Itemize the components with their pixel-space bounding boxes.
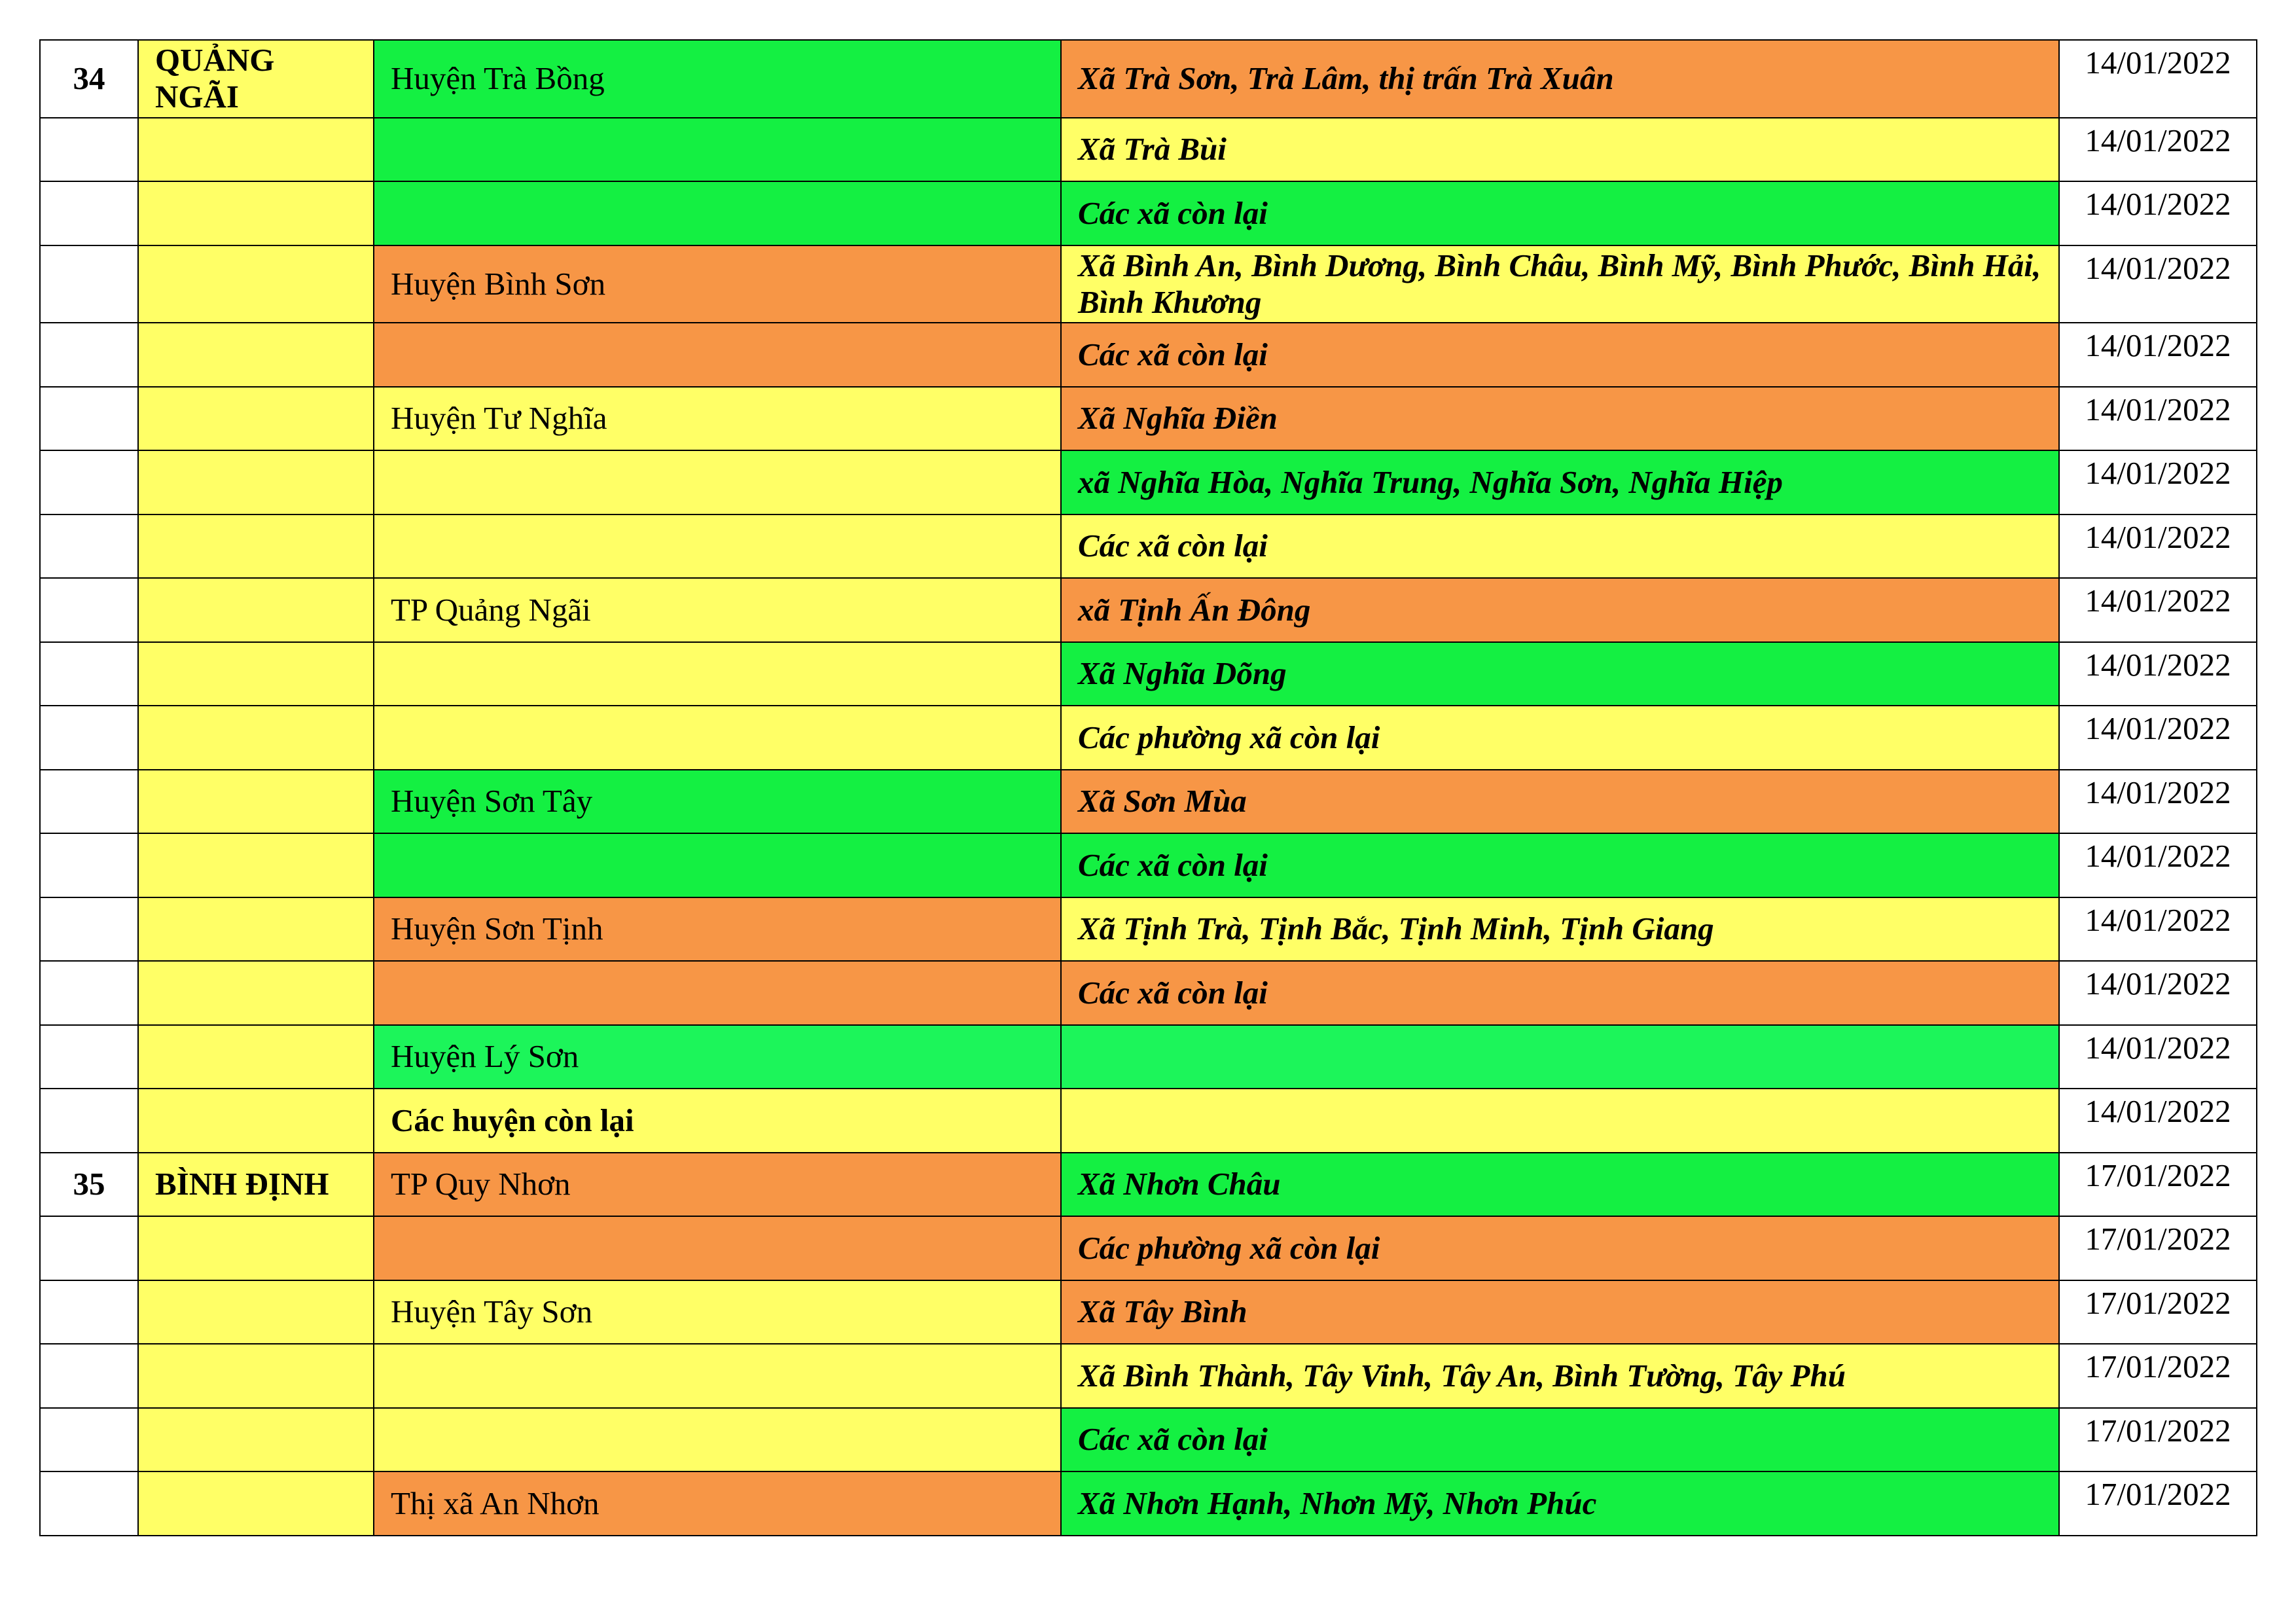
province-cell [138, 1280, 374, 1344]
district-cell [374, 323, 1061, 387]
row-number-cell [40, 514, 138, 579]
table-row [40, 1280, 2257, 1344]
province-cell [138, 1089, 374, 1153]
table-row [40, 897, 2257, 962]
commune-cell: Xã Nhơn Hạnh, Nhơn Mỹ, Nhơn Phúc [1061, 1471, 2059, 1536]
commune-cell: Các xã còn lại [1061, 181, 2059, 245]
district-cell: Huyện Tư Nghĩa [374, 387, 1061, 451]
province-cell: QUẢNG NGÃI [138, 40, 374, 118]
district-cell: Thị xã An Nhơn [374, 1471, 1061, 1536]
province-cell [138, 961, 374, 1025]
row-number-cell [40, 245, 138, 323]
date-cell: 17/01/2022 [2059, 1408, 2257, 1472]
province-cell [138, 1344, 374, 1408]
date-cell: 14/01/2022 [2059, 245, 2257, 323]
province-cell [138, 514, 374, 579]
district-cell [374, 642, 1061, 706]
district-cell [374, 961, 1061, 1025]
date-cell: 14/01/2022 [2059, 514, 2257, 579]
table-body [40, 40, 2257, 1536]
commune-cell: Các xã còn lại [1061, 961, 2059, 1025]
date-cell: 14/01/2022 [2059, 833, 2257, 897]
table-row [40, 1025, 2257, 1089]
commune-cell: Các xã còn lại [1061, 323, 2059, 387]
date-cell: 14/01/2022 [2059, 450, 2257, 514]
table-row [40, 1089, 2257, 1153]
table-row [40, 387, 2257, 451]
table-row [40, 118, 2257, 182]
province-cell [138, 1408, 374, 1472]
district-cell [374, 181, 1061, 245]
commune-cell: Xã Trà Bùi [1061, 118, 2059, 182]
date-cell: 17/01/2022 [2059, 1471, 2257, 1536]
commune-cell: xã Nghĩa Hòa, Nghĩa Trung, Nghĩa Sơn, Nghĩa Hiệp [1061, 450, 2059, 514]
table-row [40, 642, 2257, 706]
district-cell: Huyện Bình Sơn [374, 245, 1061, 323]
province-cell [138, 578, 374, 642]
table-row [40, 40, 2257, 118]
table-row [40, 1408, 2257, 1472]
date-cell: 14/01/2022 [2059, 323, 2257, 387]
commune-cell: Xã Tây Bình [1061, 1280, 2059, 1344]
date-cell: 14/01/2022 [2059, 40, 2257, 118]
table-row [40, 1344, 2257, 1408]
province-cell [138, 245, 374, 323]
table-row [40, 578, 2257, 642]
date-cell: 14/01/2022 [2059, 578, 2257, 642]
province-cell [138, 1025, 374, 1089]
date-cell: 17/01/2022 [2059, 1216, 2257, 1280]
table-row [40, 1471, 2257, 1536]
district-cell [374, 1216, 1061, 1280]
commune-cell: Các xã còn lại [1061, 833, 2059, 897]
commune-cell: Xã Bình An, Bình Dương, Bình Châu, Bình Mỹ, Bình Phước, Bình Hải, Bình Khương [1061, 245, 2059, 323]
province-cell [138, 181, 374, 245]
date-cell: 14/01/2022 [2059, 387, 2257, 451]
date-cell: 17/01/2022 [2059, 1153, 2257, 1217]
district-cell [374, 833, 1061, 897]
province-cell [138, 833, 374, 897]
district-cell: TP Quy Nhơn [374, 1153, 1061, 1217]
commune-cell: Xã Nhơn Châu [1061, 1153, 2059, 1217]
row-number-cell [40, 1471, 138, 1536]
commune-cell: Xã Nghĩa Điền [1061, 387, 2059, 451]
table-row [40, 514, 2257, 579]
commune-cell: Các xã còn lại [1061, 514, 2059, 579]
date-cell: 14/01/2022 [2059, 1025, 2257, 1089]
table-row [40, 706, 2257, 770]
row-number-cell [40, 118, 138, 182]
date-cell: 14/01/2022 [2059, 181, 2257, 245]
row-number-cell [40, 1344, 138, 1408]
row-number-cell [40, 833, 138, 897]
province-cell [138, 1216, 374, 1280]
province-cell [138, 118, 374, 182]
district-cell: TP Quảng Ngãi [374, 578, 1061, 642]
date-cell: 14/01/2022 [2059, 706, 2257, 770]
province-cell [138, 450, 374, 514]
table-row [40, 450, 2257, 514]
commune-cell: xã Tịnh Ấn Đông [1061, 578, 2059, 642]
commune-cell: Các phường xã còn lại [1061, 1216, 2059, 1280]
province-cell [138, 642, 374, 706]
province-cell [138, 706, 374, 770]
table-row [40, 1153, 2257, 1217]
date-cell: 14/01/2022 [2059, 1089, 2257, 1153]
district-cell: Huyện Lý Sơn [374, 1025, 1061, 1089]
commune-cell: Xã Bình Thành, Tây Vinh, Tây An, Bình Tường, Tây Phú [1061, 1344, 2059, 1408]
row-number-cell [40, 387, 138, 451]
commune-cell [1061, 1025, 2059, 1089]
row-number-cell [40, 181, 138, 245]
district-cell [374, 706, 1061, 770]
date-cell: 14/01/2022 [2059, 961, 2257, 1025]
province-cell [138, 770, 374, 834]
table-row [40, 1216, 2257, 1280]
date-cell: 14/01/2022 [2059, 897, 2257, 962]
province-cell [138, 1471, 374, 1536]
row-number-cell: 35 [40, 1153, 138, 1217]
row-number-cell [40, 642, 138, 706]
row-number-cell [40, 323, 138, 387]
district-cell [374, 118, 1061, 182]
commune-cell: Các phường xã còn lại [1061, 706, 2059, 770]
row-number-cell [40, 450, 138, 514]
district-cell [374, 1344, 1061, 1408]
district-cell: Các huyện còn lại [374, 1089, 1061, 1153]
commune-cell: Xã Nghĩa Dõng [1061, 642, 2059, 706]
district-cell: Huyện Tây Sơn [374, 1280, 1061, 1344]
district-cell [374, 1408, 1061, 1472]
commune-cell: Xã Sơn Mùa [1061, 770, 2059, 834]
commune-cell: Xã Tịnh Trà, Tịnh Bắc, Tịnh Minh, Tịnh Giang [1061, 897, 2059, 962]
date-cell: 17/01/2022 [2059, 1344, 2257, 1408]
date-cell: 14/01/2022 [2059, 118, 2257, 182]
zoning-table [39, 39, 2257, 1536]
table-row [40, 245, 2257, 323]
row-number-cell [40, 1089, 138, 1153]
row-number-cell: 34 [40, 40, 138, 118]
row-number-cell [40, 961, 138, 1025]
table-row [40, 181, 2257, 245]
district-cell: Huyện Sơn Tịnh [374, 897, 1061, 962]
district-cell [374, 450, 1061, 514]
table-row [40, 770, 2257, 834]
row-number-cell [40, 770, 138, 834]
district-cell: Huyện Sơn Tây [374, 770, 1061, 834]
commune-cell: Xã Trà Sơn, Trà Lâm, thị trấn Trà Xuân [1061, 40, 2059, 118]
date-cell: 17/01/2022 [2059, 1280, 2257, 1344]
row-number-cell [40, 1216, 138, 1280]
row-number-cell [40, 1025, 138, 1089]
date-cell: 14/01/2022 [2059, 642, 2257, 706]
commune-cell: Các xã còn lại [1061, 1408, 2059, 1472]
row-number-cell [40, 1280, 138, 1344]
table-row [40, 961, 2257, 1025]
row-number-cell [40, 897, 138, 962]
row-number-cell [40, 706, 138, 770]
province-cell: BÌNH ĐỊNH [138, 1153, 374, 1217]
district-cell [374, 514, 1061, 579]
province-cell [138, 387, 374, 451]
district-cell: Huyện Trà Bồng [374, 40, 1061, 118]
table-row [40, 323, 2257, 387]
row-number-cell [40, 1408, 138, 1472]
commune-cell [1061, 1089, 2059, 1153]
date-cell: 14/01/2022 [2059, 770, 2257, 834]
row-number-cell [40, 578, 138, 642]
province-cell [138, 323, 374, 387]
province-cell [138, 897, 374, 962]
table-row [40, 833, 2257, 897]
